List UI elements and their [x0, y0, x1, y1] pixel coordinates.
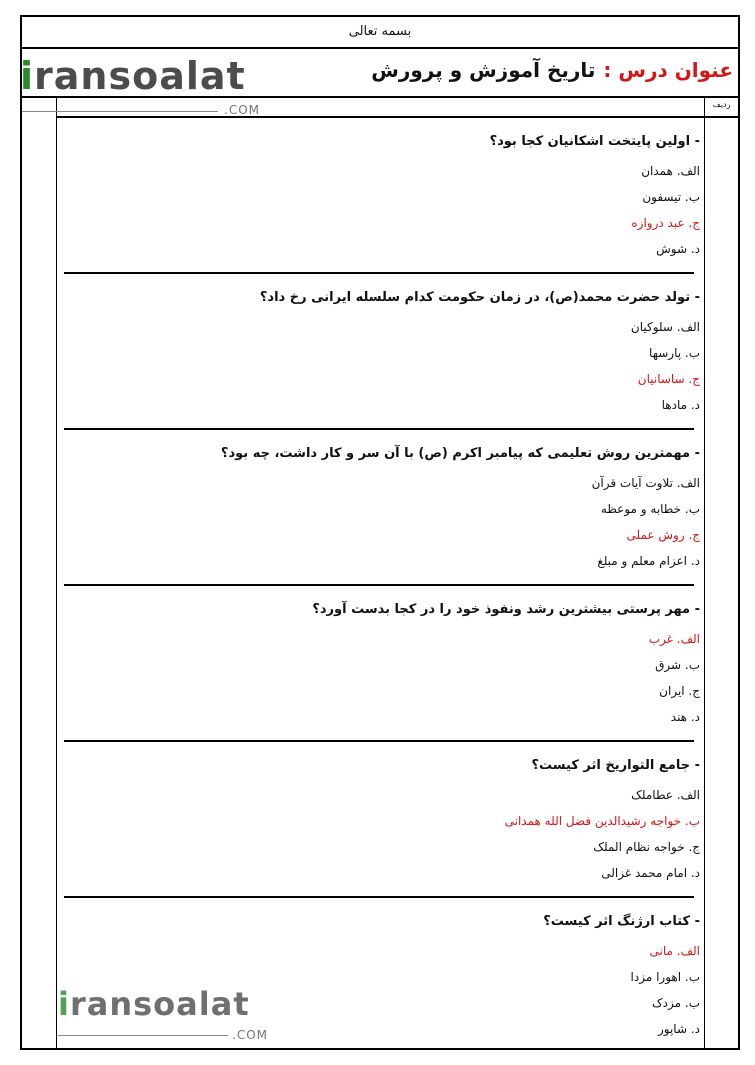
- answer-option: الف. سلوکیان: [630, 320, 700, 334]
- question-text: - اولین پایتخت اشکانیان کجا بود؟: [489, 134, 700, 149]
- answer-option-correct: ج. عبد دروازه: [631, 216, 700, 230]
- question-block: [58, 586, 700, 742]
- bismillah-header: بسمه تعالی: [348, 24, 412, 39]
- radif-column-header: ردیف: [712, 100, 731, 109]
- answer-option: د. هند: [670, 710, 700, 724]
- watermark-rule-bottom: [58, 1035, 228, 1036]
- lesson-title-label: عنوان درس :: [603, 58, 733, 82]
- question-text: - مهر پرستی بیشترین رشد ونفوذ خود را در کجا بدست آورد؟: [312, 602, 700, 617]
- question-list: [58, 118, 700, 1042]
- answer-option: د. امام محمد غزالی: [601, 866, 700, 880]
- answer-option-correct: ج. ساسانیان: [637, 372, 700, 386]
- watermark-rule-top: [22, 111, 218, 112]
- answer-option: ب. پارسها: [649, 346, 700, 360]
- lesson-title-value: تاریخ آموزش و پرورش: [371, 58, 596, 82]
- header-divider: [22, 47, 738, 49]
- watermark-logo-bottom: iransoalat: [58, 985, 250, 1023]
- answer-option: الف. تلاوت آیات قرآن: [591, 476, 700, 490]
- question-block: [58, 274, 700, 430]
- question-text: - تولد حضرت محمد(ص)، در زمان حکومت کدام سلسله ایرانی رخ داد؟: [259, 290, 700, 305]
- answer-option-correct: الف. مانی: [649, 944, 700, 958]
- answer-option: الف. عطاملک: [631, 788, 700, 802]
- answer-option-correct: ج. روش عملی: [626, 528, 700, 542]
- question-block: [58, 742, 700, 898]
- question-block: [58, 118, 700, 274]
- answer-option: ب. خطابه و موعظه: [600, 502, 700, 516]
- answer-option-correct: ب. خواجه رشیدالدین فضل الله همدانی: [504, 814, 700, 828]
- answer-option: ج. خواجه نظام الملک: [593, 840, 700, 854]
- answer-option: ب. شرق: [655, 658, 700, 672]
- answer-option: د. شوش: [656, 242, 700, 256]
- watermark-suffix-top: .COM: [224, 103, 260, 117]
- answer-option: د. شاپور: [657, 1022, 700, 1036]
- column-line-right: [704, 96, 705, 1049]
- watermark-suffix-bottom: .COM: [232, 1028, 268, 1042]
- answer-option: ج. ایران: [659, 684, 700, 698]
- answer-option: الف. همدان: [641, 164, 700, 178]
- answer-option: د. اعزام معلم و مبلغ: [597, 554, 700, 568]
- question-text: - کتاب ارژنگ اثر کیست؟: [543, 914, 700, 929]
- question-text: - جامع التواریخ اثر کیست؟: [531, 758, 700, 773]
- answer-option: ب. اهورا مزدا: [630, 970, 700, 984]
- answer-option: ب. مزدک: [651, 996, 700, 1010]
- question-text: - مهمترین روش تعلیمی که پیامبر اکرم (ص) با آن سر و کار داشت، چه بود؟: [220, 446, 700, 461]
- watermark-logo-top: iransoalat: [20, 54, 246, 98]
- answer-option: ب. تیسفون: [642, 190, 700, 204]
- answer-option: د. مادها: [661, 398, 700, 412]
- question-block: [58, 430, 700, 586]
- answer-option-correct: الف. غرب: [648, 632, 700, 646]
- lesson-title: [371, 58, 733, 82]
- column-line-left: [56, 96, 57, 1049]
